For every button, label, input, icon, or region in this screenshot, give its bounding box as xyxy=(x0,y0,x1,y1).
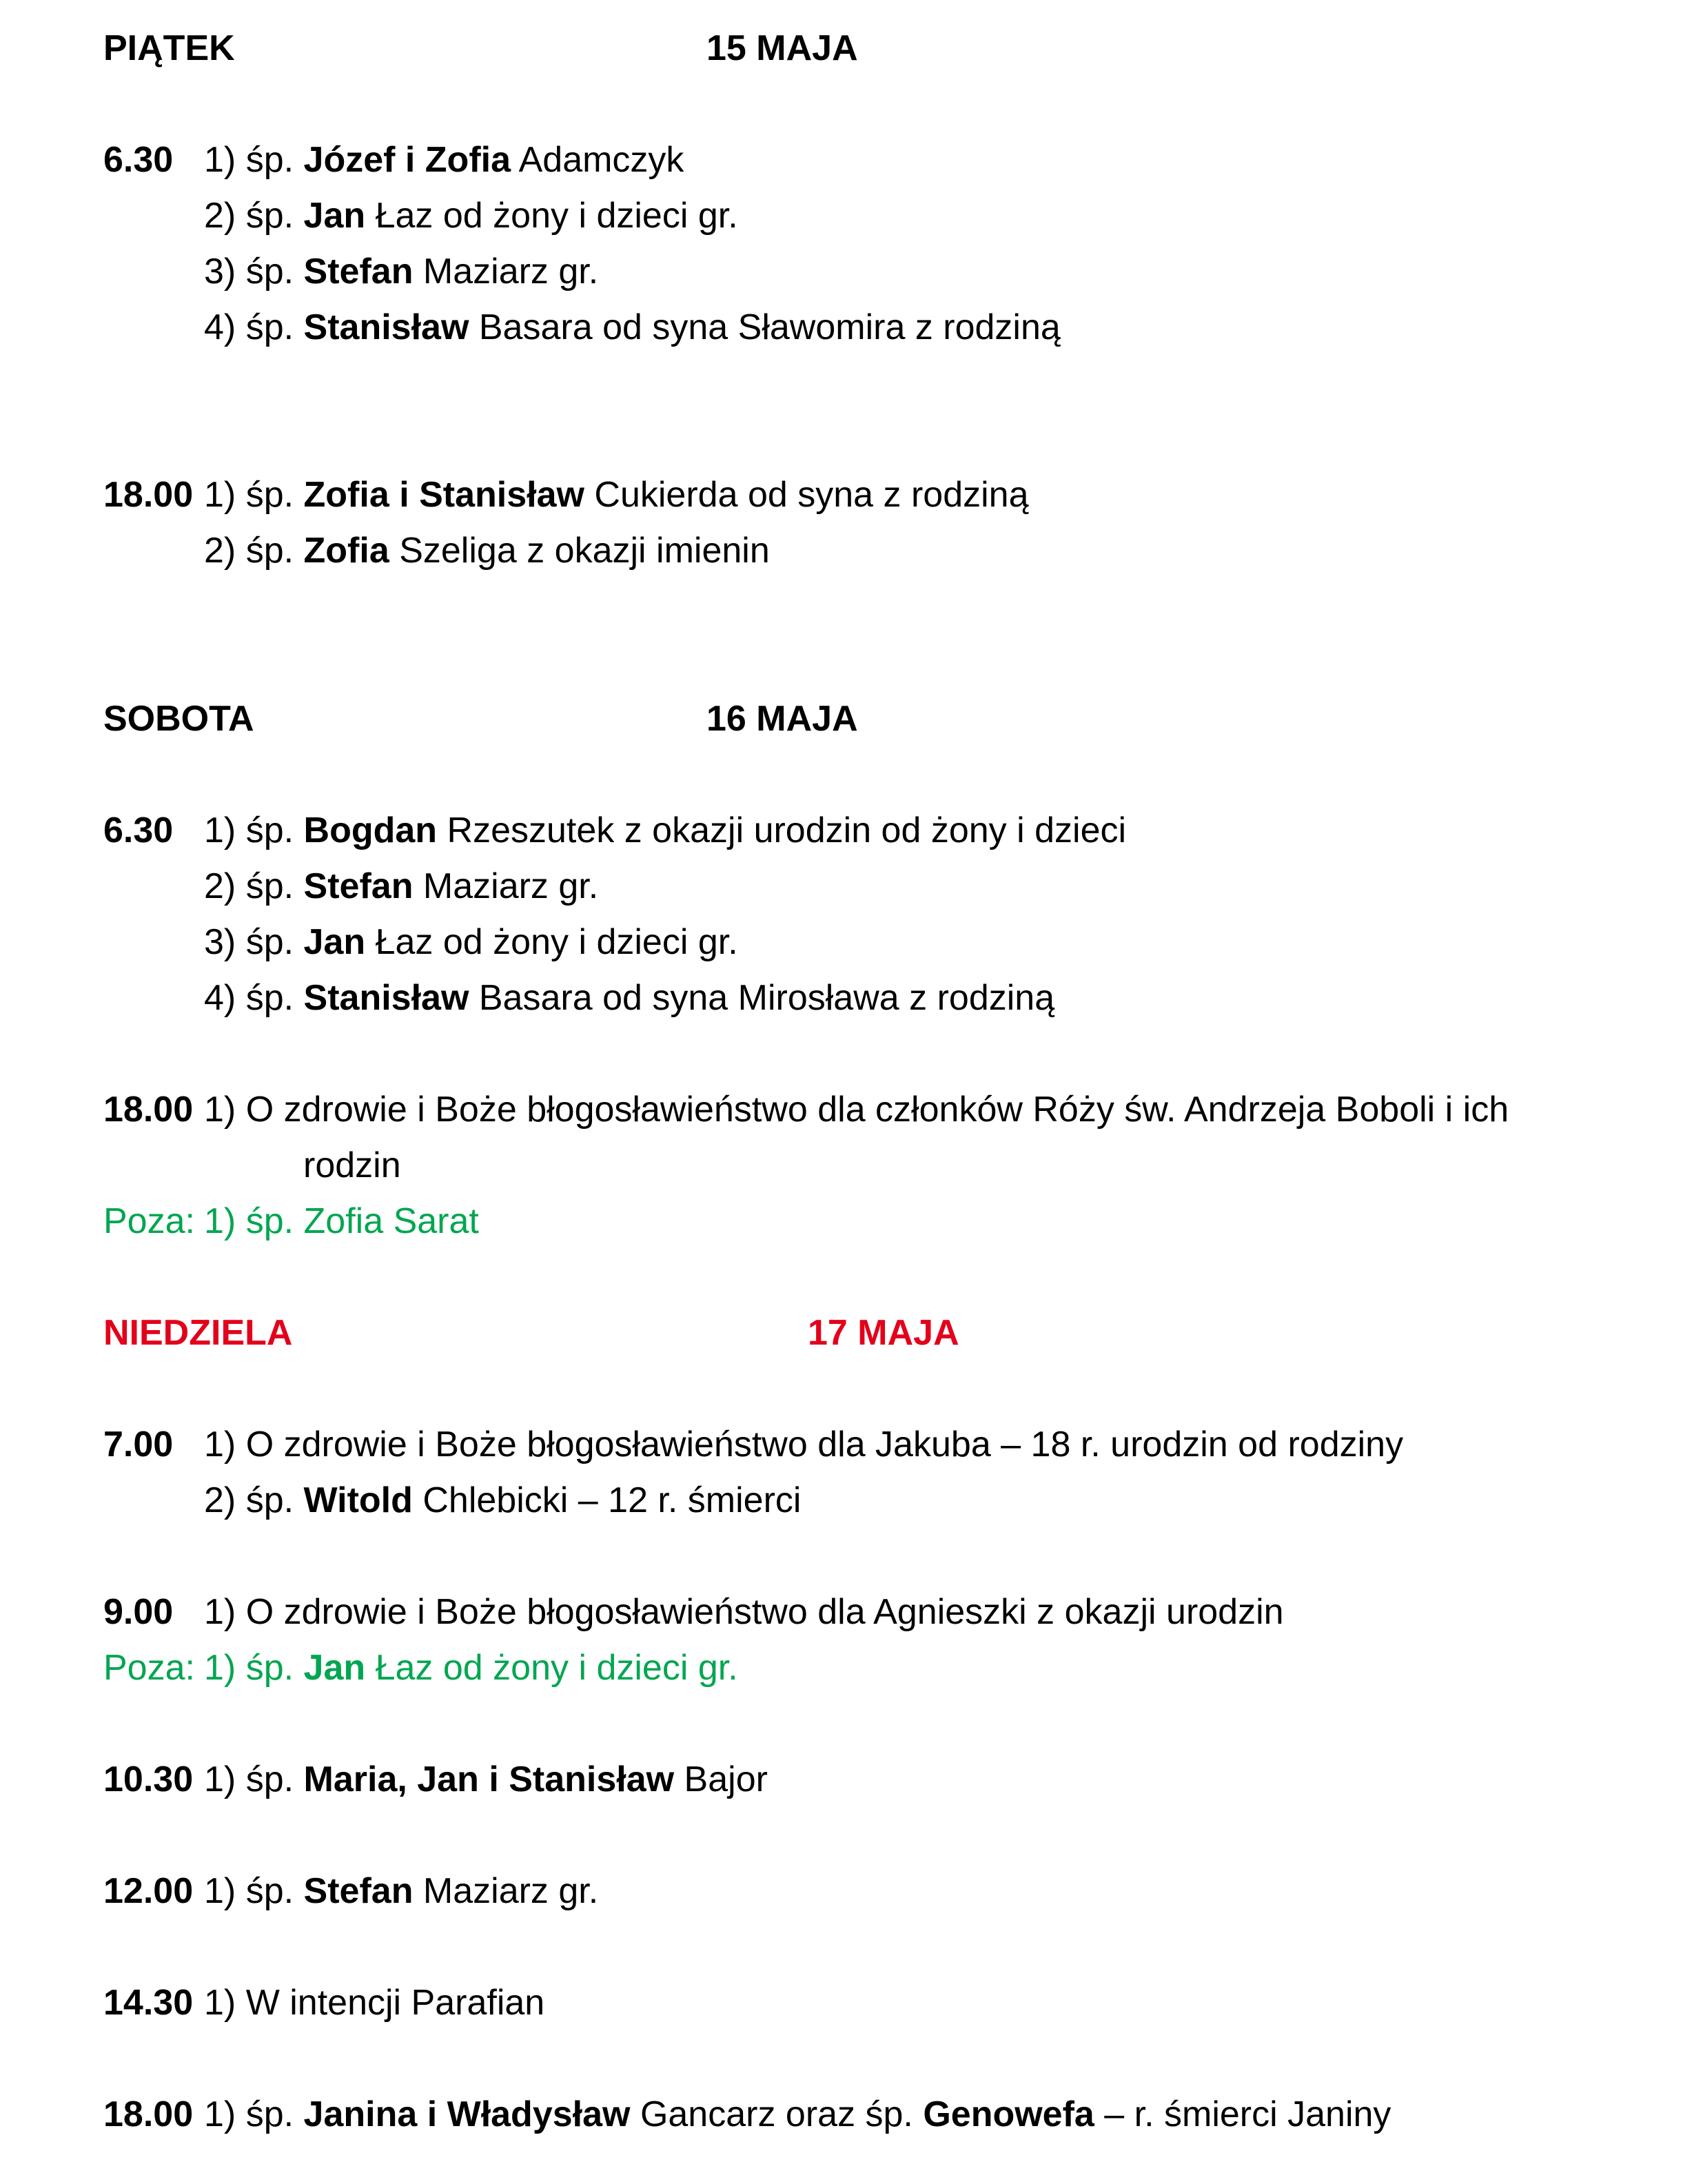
intention-rest: Szeliga z okazji imienin xyxy=(399,531,770,571)
intention-names: Stefan xyxy=(303,866,414,906)
intention-text: śp. Zofia Sarat xyxy=(245,1201,479,1241)
intention-prefix: śp. xyxy=(245,1871,294,1911)
intention-number: 1) xyxy=(204,2094,236,2134)
intention-line xyxy=(103,1422,173,1467)
intention-line xyxy=(204,1757,768,1802)
intention-number: 2) xyxy=(204,196,236,236)
intention-number: 3) xyxy=(204,922,236,962)
intention-rest: Adamczyk xyxy=(518,140,684,180)
intention-number: 2) xyxy=(204,1480,236,1520)
intention-prefix: śp. xyxy=(245,1648,294,1688)
intention-continuation: rodzin xyxy=(303,1145,401,1185)
intention-line xyxy=(204,529,770,573)
intention-names: Witold xyxy=(303,1480,413,1520)
intention-prefix: śp. xyxy=(245,196,294,236)
intention-names: Józef i Zofia xyxy=(303,140,511,180)
poza-line xyxy=(103,1199,195,1243)
mass-time: 6.30 xyxy=(103,140,174,180)
intention-number: 1) xyxy=(204,1983,236,2023)
intention-prefix: śp. xyxy=(245,978,294,1018)
mass-time: 12.00 xyxy=(103,1871,194,1911)
intention-line xyxy=(103,808,173,853)
intention-line xyxy=(204,1869,598,1913)
intention-number: 1) xyxy=(204,1090,236,1130)
intention-text: W intencji Parafian xyxy=(245,1983,545,2023)
intention-names: Genowefa xyxy=(923,2094,1094,2134)
intention-line xyxy=(204,976,1054,1020)
intention-line xyxy=(204,864,598,908)
intention-names: Jan xyxy=(303,922,366,962)
intention-number: 2) xyxy=(204,866,236,906)
mass-time: 7.00 xyxy=(103,1425,174,1464)
intention-rest: Basara od syna Mirosława z rodziną xyxy=(478,978,1055,1018)
intention-line xyxy=(103,1869,193,1913)
intention-number: 1) xyxy=(204,1201,236,1241)
mass-time: 18.00 xyxy=(103,2094,194,2134)
intention-number: 1) xyxy=(204,1871,236,1911)
intention-rest: Maziarz gr. xyxy=(422,1871,599,1911)
intention-line xyxy=(204,1590,1284,1634)
intention-names: Stefan xyxy=(303,252,414,292)
intention-prefix: śp. xyxy=(245,2094,294,2134)
intention-line xyxy=(204,138,684,182)
intention-text: O zdrowie i Boże błogosławieństwo dla Agnieszki z okazji urodzin xyxy=(245,1592,1284,1632)
intention-prefix: śp. xyxy=(245,866,294,906)
intention-line xyxy=(103,138,173,182)
intention-line xyxy=(204,920,738,964)
intention-names: Zofia xyxy=(303,531,389,571)
intention-names: Stefan xyxy=(303,1871,414,1911)
intention-line xyxy=(103,2092,193,2136)
intention-names: Janina i Władysław xyxy=(303,2094,631,2134)
intention-number: 3) xyxy=(204,252,236,292)
intention-names: Stanisław xyxy=(303,978,469,1018)
intention-rest: Łaz od żony i dzieci gr. xyxy=(375,1648,738,1688)
poza-line xyxy=(204,1199,479,1243)
intention-text: O zdrowie i Boże błogosławieństwo dla Jakuba – 18 r. urodzin od rodziny xyxy=(245,1425,1404,1464)
intention-line xyxy=(204,1478,801,1522)
intention-rest: Maziarz gr. xyxy=(422,866,599,906)
intention-number: 4) xyxy=(204,978,236,1018)
intention-line xyxy=(204,305,1061,349)
intention-names: Jan xyxy=(303,1648,366,1688)
intention-names: Bogdan xyxy=(303,810,438,850)
intention-number: 1) xyxy=(204,1648,236,1688)
intention-rest: Chlebicki – 12 r. śmierci xyxy=(422,1480,802,1520)
intention-rest: Basara od syna Sławomira z rodziną xyxy=(478,307,1061,347)
intention-prefix: śp. xyxy=(245,922,294,962)
intention-line xyxy=(204,808,1126,853)
intention-rest: Maziarz gr. xyxy=(422,252,599,292)
intention-number: 1) xyxy=(204,810,236,850)
day-title: NIEDZIELA xyxy=(103,1313,293,1353)
intention-rest: Cukierda od syna z rodziną xyxy=(594,475,1029,515)
mass-time: 9.00 xyxy=(103,1592,174,1632)
poza-line xyxy=(103,1646,195,1690)
intention-text: O zdrowie i Boże błogosławieństwo dla członków Róży św. Andrzeja Boboli i ich xyxy=(245,1090,1509,1130)
intention-line xyxy=(204,2092,1391,2136)
intention-line xyxy=(204,194,738,238)
intention-names: Stanisław xyxy=(303,307,469,347)
intention-rest: Bajor xyxy=(684,1759,768,1799)
intention-rest: Gancarz oraz śp. xyxy=(640,2094,913,2134)
poza-line xyxy=(204,1646,738,1690)
intention-prefix: śp. xyxy=(245,1759,294,1799)
day-date: 17 MAJA xyxy=(808,1313,959,1353)
intention-line xyxy=(103,1590,173,1634)
intention-prefix: śp. xyxy=(245,140,294,180)
intention-names: Jan xyxy=(303,196,366,236)
mass-time: 6.30 xyxy=(103,810,174,850)
intention-names: Zofia i Stanisław xyxy=(303,475,584,515)
intention-prefix: śp. xyxy=(245,810,294,850)
intention-line xyxy=(204,473,1029,517)
intention-line xyxy=(103,1981,193,2025)
intention-prefix: śp. xyxy=(245,1480,294,1520)
intention-number: 1) xyxy=(204,1592,236,1632)
intention-line xyxy=(204,1981,544,2025)
intention-number: 1) xyxy=(204,1425,236,1464)
intention-rest: Łaz od żony i dzieci gr. xyxy=(375,196,738,236)
intention-line xyxy=(204,1088,1509,1132)
day-date: 15 MAJA xyxy=(706,28,858,68)
intention-line xyxy=(204,1422,1403,1467)
poza-label: Poza: xyxy=(103,1201,195,1241)
mass-time: 18.00 xyxy=(103,475,194,515)
intention-prefix: śp. xyxy=(245,531,294,571)
intention-rest: Łaz od żony i dzieci gr. xyxy=(375,922,738,962)
intention-prefix: śp. xyxy=(245,475,294,515)
intention-number: 1) xyxy=(204,140,236,180)
day-date: 16 MAJA xyxy=(706,699,858,739)
poza-label: Poza: xyxy=(103,1648,195,1688)
intention-line xyxy=(103,1757,193,1802)
intention-prefix: śp. xyxy=(245,307,294,347)
intention-number: 4) xyxy=(204,307,236,347)
intention-number: 2) xyxy=(204,531,236,571)
intention-number: 1) xyxy=(204,1759,236,1799)
intention-rest: Rzeszutek z okazji urodzin od żony i dzieci xyxy=(447,810,1127,850)
intention-line xyxy=(204,249,598,294)
intention-number: 1) xyxy=(204,475,236,515)
mass-time: 10.30 xyxy=(103,1759,194,1799)
mass-time: 14.30 xyxy=(103,1983,194,2023)
intention-rest: – r. śmierci Janiny xyxy=(1104,2094,1391,2134)
intention-prefix: śp. xyxy=(245,252,294,292)
intention-names: Maria, Jan i Stanisław xyxy=(303,1759,675,1799)
day-title: PIĄTEK xyxy=(103,28,235,68)
day-title: SOBOTA xyxy=(103,699,254,739)
intention-line xyxy=(103,1088,193,1132)
mass-time: 18.00 xyxy=(103,1090,194,1130)
intention-line xyxy=(103,473,193,517)
